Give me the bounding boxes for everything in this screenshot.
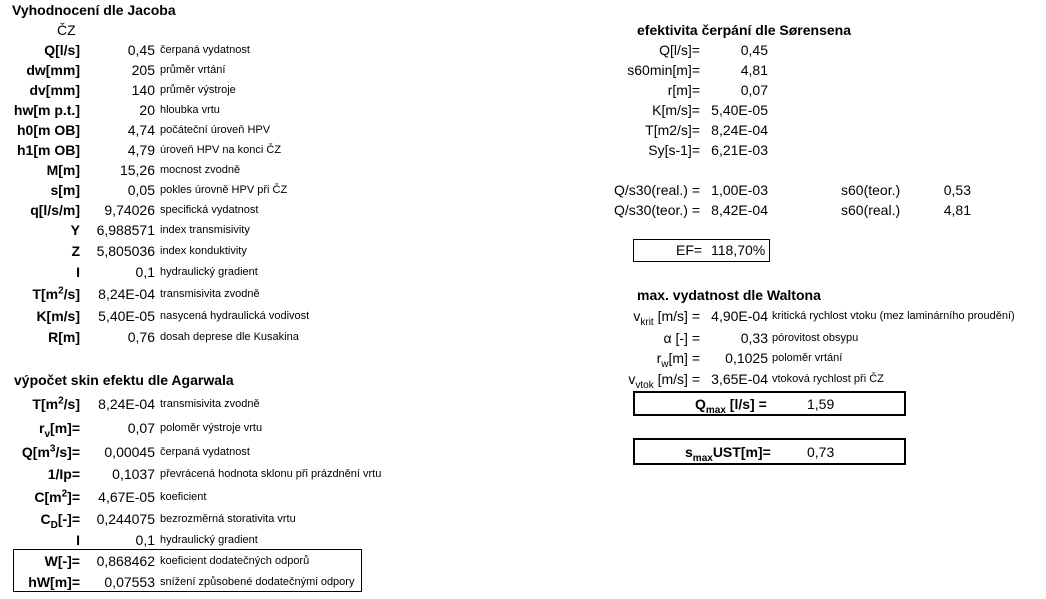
label-part: C xyxy=(40,511,51,527)
row-value: 4,74 xyxy=(127,122,155,138)
label-sub: v xyxy=(44,428,51,440)
row-value: 4,81 xyxy=(740,62,768,78)
ef-box xyxy=(633,239,770,262)
agarwal-title: výpočet skin efektu dle Agarwala xyxy=(14,372,234,388)
row-value: 5,805036 xyxy=(96,243,155,259)
row-label: I xyxy=(76,532,80,548)
label-part: /s] xyxy=(63,286,80,302)
row-desc: převrácená hodnota sklonu při prázdnění vrtu xyxy=(160,468,382,480)
row-desc: poloměr výstroje vrtu xyxy=(160,422,263,434)
row-label: R[m] xyxy=(48,329,80,345)
q-label: Q/s30(real.) = xyxy=(614,182,700,198)
row-desc: pórovitost obsypu xyxy=(772,332,859,344)
qmax-value: 1,59 xyxy=(807,396,835,412)
row-value: 0,33 xyxy=(740,330,768,346)
walton-title: max. vydatnost dle Waltona xyxy=(637,287,821,303)
row-label: α [-] = xyxy=(663,330,700,346)
row-label: h0[m OB] xyxy=(17,122,80,138)
row-value: 0,868462 xyxy=(96,553,155,569)
row-label: Q[l/s] xyxy=(44,42,80,58)
row-desc: vtoková rychlost při ČZ xyxy=(772,373,884,385)
smax-box xyxy=(633,438,906,465)
row-desc: počáteční úroveň HPV xyxy=(160,124,271,136)
row-label: K[m/s]= xyxy=(652,102,700,118)
row-label: dv[mm] xyxy=(29,82,80,98)
q-value: 1,00E-03 xyxy=(711,182,768,198)
row-value: 5,40E-05 xyxy=(98,308,155,324)
row-value: 20 xyxy=(139,102,155,118)
label-sub: D xyxy=(50,519,58,531)
label-part: [m/s] = xyxy=(653,371,700,387)
row-value: 0,00045 xyxy=(104,444,155,460)
row-value: 0,244075 xyxy=(96,511,155,527)
row-label: q[l/s/m] xyxy=(30,202,80,218)
agarwal-result-box xyxy=(13,549,362,592)
ef-label: EF= xyxy=(676,242,703,258)
row-label xyxy=(34,489,80,505)
row-value: 4,79 xyxy=(127,142,155,158)
row-value: 0,1 xyxy=(135,532,155,548)
row-desc: index transmisivity xyxy=(160,224,250,236)
sorensen-title: efektivita čerpání dle Sørensena xyxy=(637,22,851,38)
row-label: hw[m p.t.] xyxy=(13,102,80,118)
q-label2: s60(teor.) xyxy=(841,182,901,198)
row-label: hW[m]= xyxy=(28,574,80,590)
row-label: r[m]= xyxy=(667,82,700,98)
label-part: Q[m xyxy=(21,444,50,460)
row-label xyxy=(633,308,700,328)
label-part: [-]= xyxy=(57,511,80,527)
row-label xyxy=(40,511,80,531)
label-part: ]= xyxy=(67,489,80,505)
label-part: T[m xyxy=(32,396,59,412)
row-label xyxy=(628,371,700,391)
row-label: 1/Ip= xyxy=(47,466,80,482)
label-part: r xyxy=(39,420,45,436)
row-value: 5,40E-05 xyxy=(711,102,768,118)
row-desc: pokles úrovně HPV při ČZ xyxy=(160,184,288,196)
row-desc: transmisivita zvodně xyxy=(160,288,260,300)
q-value2: 4,81 xyxy=(943,202,971,218)
row-desc: hloubka vrtu xyxy=(160,104,220,116)
qmax-label: $Q_{max}$ [l/s] = xyxy=(695,396,767,416)
qmax-box xyxy=(633,391,906,416)
row-value: 8,24E-04 xyxy=(98,286,155,302)
row-value: 9,74026 xyxy=(104,202,155,218)
row-label: I xyxy=(76,264,80,280)
label-part: /s]= xyxy=(55,444,80,460)
row-desc: bezrozměrná storativita vrtu xyxy=(160,513,296,525)
row-value: 3,65E-04 xyxy=(711,371,768,387)
row-desc: hydraulický gradient xyxy=(160,266,258,278)
row-value: 0,1025 xyxy=(725,350,768,366)
row-label: dw[mm] xyxy=(26,62,80,78)
row-desc: specifická vydatnost xyxy=(160,204,259,216)
row-label xyxy=(32,286,80,302)
q-label: Q/s30(teor.) = xyxy=(614,202,700,218)
label-sup: 2 xyxy=(61,488,68,500)
row-value: 0,76 xyxy=(127,329,155,345)
row-desc: úroveň HPV na konci ČZ xyxy=(160,144,282,156)
row-desc: koeficient xyxy=(160,491,207,503)
row-value: 0,07553 xyxy=(104,574,155,590)
q-label2: s60(real.) xyxy=(841,202,901,218)
row-value: 0,1037 xyxy=(112,466,155,482)
row-label: Y xyxy=(70,222,80,238)
row-label: T[m2/s]= xyxy=(645,122,700,138)
label-part: [m] = xyxy=(668,350,700,366)
row-value: 4,90E-04 xyxy=(711,308,768,324)
row-desc: kritická rychlost vtoku (mez laminárního proudění) xyxy=(772,310,1015,322)
row-desc: koeficient dodatečných odporů xyxy=(160,555,310,567)
q-value: 8,42E-04 xyxy=(711,202,768,218)
row-desc: čerpaná vydatnost xyxy=(160,44,250,56)
row-value: 6,988571 xyxy=(96,222,155,238)
row-desc: transmisivita zvodně xyxy=(160,398,260,410)
row-label xyxy=(656,350,700,370)
label-sup: 2 xyxy=(58,395,64,407)
row-label: s[m] xyxy=(50,182,80,198)
row-value: 4,67E-05 xyxy=(98,489,155,505)
row-label: M[m] xyxy=(46,162,80,178)
label-part: /s] xyxy=(63,396,80,412)
label-sub: krit xyxy=(640,316,654,328)
row-label xyxy=(39,420,80,440)
label-part: [m/s] = xyxy=(653,308,700,324)
row-desc: hydraulický gradient xyxy=(160,534,258,546)
label-part: T[m xyxy=(32,286,59,302)
row-value: 8,24E-04 xyxy=(711,122,768,138)
row-desc: čerpaná vydatnost xyxy=(160,446,250,458)
jacob-subtitle: ČZ xyxy=(57,22,76,38)
label-sup: 2 xyxy=(58,285,64,297)
row-desc: index konduktivity xyxy=(160,245,247,257)
jacob-title: Vyhodnocení dle Jacoba xyxy=(12,2,176,18)
row-label: W[-]= xyxy=(44,553,80,569)
row-label xyxy=(32,396,80,412)
label-sub: w xyxy=(661,358,669,370)
row-label: Sy[s-1]= xyxy=(648,142,700,158)
label-sub: vtok xyxy=(635,379,654,391)
label-part: [m]= xyxy=(50,420,80,436)
row-label xyxy=(22,444,80,460)
row-value: 0,05 xyxy=(127,182,155,198)
row-label: h1[m OB] xyxy=(17,142,80,158)
row-value: 6,21E-03 xyxy=(711,142,768,158)
row-desc: průměr vrtání xyxy=(160,64,226,76)
row-value: 0,45 xyxy=(740,42,768,58)
row-desc: dosah deprese dle Kusakina xyxy=(160,331,299,343)
row-label: K[m/s] xyxy=(36,308,80,324)
row-desc: mocnost zvodně xyxy=(160,164,241,176)
row-value: 0,07 xyxy=(740,82,768,98)
row-value: 205 xyxy=(131,62,155,78)
label-part: C[m xyxy=(34,489,62,505)
ef-value: 118,70% xyxy=(711,242,766,258)
row-label: s60min[m]= xyxy=(627,62,700,78)
row-value: 8,24E-04 xyxy=(98,396,155,412)
row-value: 140 xyxy=(131,82,155,98)
row-value: 0,1 xyxy=(135,264,155,280)
row-label: Q[l/s]= xyxy=(659,42,700,58)
row-label: Z xyxy=(71,243,80,259)
row-desc: průměr výstroje xyxy=(160,84,236,96)
smax-label: $s_{max}UST[m]=$ xyxy=(685,444,771,464)
row-value: 0,45 xyxy=(127,42,155,58)
label-part: v xyxy=(628,371,636,387)
row-desc: snížení způsobené dodatečnými odpory xyxy=(160,576,355,588)
row-value: 0,07 xyxy=(127,420,155,436)
q-value2: 0,53 xyxy=(943,182,971,198)
row-value: 15,26 xyxy=(119,162,155,178)
label-part: v xyxy=(633,308,641,324)
label-part: r xyxy=(656,350,662,366)
row-desc: poloměr vrtání xyxy=(772,352,843,364)
label-sup: 3 xyxy=(49,443,56,455)
smax-value: 0,73 xyxy=(807,444,835,460)
row-desc: nasycená hydraulická vodivost xyxy=(160,310,310,322)
